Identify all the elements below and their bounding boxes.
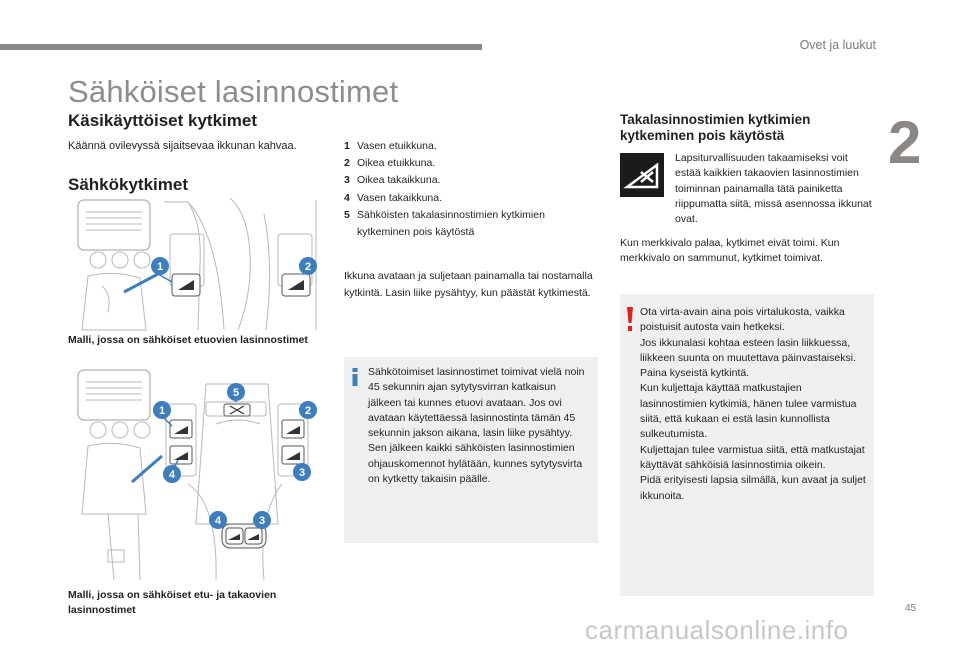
- operation-text: Ikkuna avataan ja suljetaan painamalla tai nostamalla kytkintä. Lasin liike pysähtyy, kun päästät kytkimestä.: [344, 270, 593, 299]
- callout-5: [227, 383, 245, 401]
- chapter-title: Ovet ja luukut: [799, 38, 876, 52]
- rear-lock-switch: [224, 404, 250, 416]
- page-number: 45: [905, 603, 917, 614]
- figure1-caption: Malli, jossa on sähköiset etuovien lasinnostimet: [68, 334, 308, 346]
- indicator-text: Kun merkkivalo palaa, kytkimet eivät toimi. Kun merkkivalo on sammunut, kytkimet toimivat.: [620, 237, 840, 265]
- svg-text:5: 5: [232, 387, 240, 399]
- svg-text:2: 2: [304, 261, 312, 273]
- legend-text: Vasen etuikkuna.: [357, 140, 437, 152]
- svg-text:4: 4: [168, 469, 176, 481]
- front-right-switch: [282, 420, 304, 438]
- window-switch-left: [172, 274, 200, 296]
- callout-1: [153, 401, 171, 419]
- child-lock-text: Lapsiturvallisuuden takaamiseksi voit estää kaikkien takaovien lasinnostimien toiminnan painamalla tätä painiketta riippumatta siitä, missä asennossa ikkunat ovat.: [675, 152, 872, 226]
- svg-text:3: 3: [298, 467, 306, 479]
- front-rear-switches-svg: [68, 364, 322, 580]
- info-box-text: Sähkötoimiset lasinnostimet toimivat vielä noin 45 sekunnin ajan sytytysvirran katkaisun jälkeen tai kunnes etuovi avataan. Jos ovi avataan käytettäessä lasinnostinta tämän 45 sekunnin jakson aikana, lasin liike pysähtyy. Sen jälkeen kaikki sähköisten lasinnostimien ohjauskomennot hylätään, kunnes sytytysvirta on kytketty takaisin päälle.: [368, 366, 585, 486]
- header-bar: [0, 44, 482, 50]
- watermark: carmanualsonline.info: [585, 615, 849, 645]
- front-window-switches-illustration: [68, 194, 322, 334]
- legend-text: Vasen takaikkuna.: [357, 191, 443, 204]
- legend-number: 5: [344, 208, 350, 221]
- manual-switches-text: Käännä ovilevyssä sijaitsevaa ikkunan kahvaa.: [68, 140, 297, 152]
- svg-text:3: 3: [258, 515, 266, 527]
- legend-number: 2: [344, 157, 350, 170]
- callout-3: [293, 463, 311, 481]
- child-lock-icon: [620, 153, 664, 197]
- legend-number: 1: [344, 140, 350, 152]
- svg-text:4: 4: [214, 515, 222, 527]
- front-switches-svg: [68, 194, 322, 334]
- figure2-caption: Malli, jossa on sähköiset etu- ja takaovien lasinnostimet: [68, 589, 277, 616]
- legend-item: [344, 172, 594, 189]
- manual-switches-heading: Käsikäyttöiset kytkimet: [68, 111, 257, 130]
- svg-text:2: 2: [304, 405, 312, 417]
- rear-right-switch: [282, 446, 304, 464]
- legend-text: Oikea etuikkuna.: [357, 157, 436, 170]
- callout-4-rear-panel: [209, 511, 227, 529]
- electric-switches-heading: Sähkökytkimet: [68, 175, 188, 194]
- warning-line: Ota virta-avain aina pois virtalukosta, vaikka poistuisit autosta vain hetkeksi.: [640, 306, 845, 334]
- info-icon: [352, 368, 358, 386]
- rear-left-switch: [170, 446, 192, 464]
- legend-number: 3: [344, 174, 350, 187]
- legend-text: Oikea takaikkuna.: [357, 174, 441, 187]
- legend-text: Sähköisten takalasinnostimien kytkimien kytkeminen pois käytöstä: [357, 208, 545, 239]
- legend-item: [344, 190, 594, 207]
- callout-4: [163, 465, 181, 483]
- svg-text:1: 1: [158, 405, 166, 417]
- rear-disable-heading: Takalasinnostimien kytkimien kytkeminen pois käytöstä: [620, 112, 811, 143]
- chapter-number: 2: [888, 109, 922, 176]
- legend-item: [344, 155, 594, 172]
- front-left-switch: [170, 420, 192, 438]
- legend-list: [344, 138, 594, 241]
- warning-line: Jos ikkunalasi kohtaa esteen lasin liikkuessa, liikkeen suunta on muutettava päinvastaiseksi. Paina kyseistä kytkintä.: [640, 336, 856, 380]
- warning-text: [640, 305, 870, 504]
- callout-2: [299, 257, 317, 275]
- front-rear-window-switches-illustration: [68, 364, 322, 580]
- window-switch-right: [282, 274, 310, 296]
- warning-line: Kuljettajan tulee varmistua siitä, että matkustajat käyttävät sähköisiä lasinnostimia oikein.: [640, 443, 865, 471]
- warning-icon: [626, 307, 634, 331]
- legend-item: [344, 138, 594, 155]
- warning-line: Kun kuljettaja käyttää matkustajien lasinnostimien kytkimiä, hänen tulee varmistua siitä, että kukaan ei estä lasin kunnollista sulkeutumista.: [640, 382, 857, 441]
- callout-2: [299, 401, 317, 419]
- svg-text:1: 1: [156, 261, 164, 273]
- page-title: Sähköiset lasinnostimet: [68, 74, 399, 109]
- callout-1: [151, 257, 169, 275]
- warning-line: Pidä erityisesti lapsia silmällä, kun avaat ja suljet ikkunoita.: [640, 474, 866, 502]
- legend-number: 4: [344, 191, 350, 204]
- callout-3-rear-panel: [253, 511, 271, 529]
- legend-item: [344, 207, 594, 241]
